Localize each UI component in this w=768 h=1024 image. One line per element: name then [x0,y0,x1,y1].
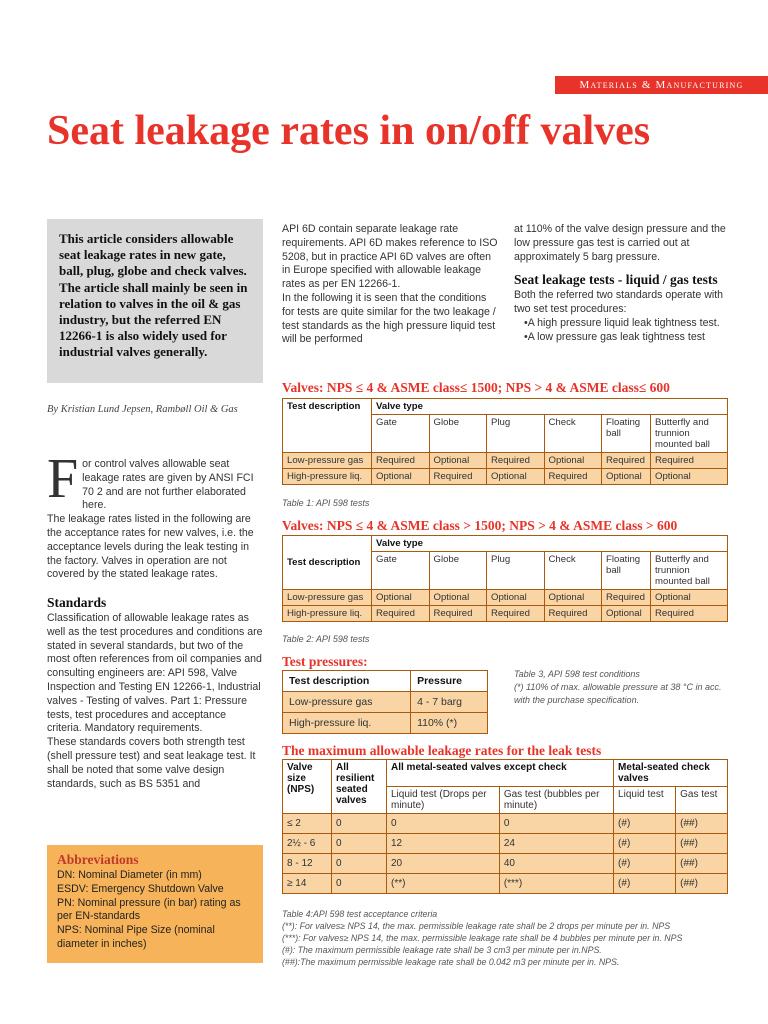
left-column [47,448,263,791]
table-cell: (##) [676,874,728,894]
table-cell: 0 [387,814,500,834]
paragraph: at 110% of the valve design pressure and the low pressure gas test is carried out at approximately 5 barg pressure. [514,223,726,263]
table1 [282,398,728,485]
table-cell: Required [602,590,651,606]
table-cell: Optional [651,590,728,606]
table-col-header: Butterfly and trunnion mounted ball [651,552,728,590]
table-cell: (##) [676,854,728,874]
table3-caption [514,668,734,707]
article-title: Seat leakage rates in on/off valves [47,108,651,154]
table-cell: 24 [499,834,613,854]
table-cell: 2½ - 6 [283,834,332,854]
table-cell: Optional [487,469,545,485]
table-cell: Required [651,453,728,469]
table-col-header: Gas test [676,787,728,814]
intro-text: This article considers allowable seat leakage rates in new gate, ball, plug, globe and check valves. The article shall mainly be seen in relation to valves in the oil & gas industry, but the referred EN 12266-1 is also widely used for industrial valves generally. [59,231,248,360]
table-row [283,469,728,485]
drop-cap: F [47,448,79,510]
table-col-header: Floating ball [602,552,651,590]
table-cell: Optional [372,590,430,606]
abbreviations-title: Abbreviations [57,852,139,867]
table2-caption: Table 2: API 598 tests [282,634,370,644]
table-col-header: Check [544,552,602,590]
bullet-item: • A low pressure gas leak tightness test [524,331,734,345]
table-col-header: Plug [487,415,545,453]
row-label: High-pressure liq. [283,469,372,485]
table-col-header: Floating ball [602,415,651,453]
table-col-header: Gate [372,552,430,590]
table-cell: Optional [544,453,602,469]
caption-line: Table 3, API 598 test conditions [514,669,640,679]
table-row [283,606,728,622]
table-header: Metal-seated check valves [614,760,728,787]
note-line: Table 4:API 598 test acceptance criteria [282,909,438,919]
table-cell: Required [429,606,487,622]
table-cell: Optional [602,606,651,622]
table-col-header: Check [544,415,602,453]
table-row [283,834,728,854]
table4 [282,759,728,894]
table-col-header: Gate [372,415,430,453]
table2 [282,535,728,622]
table-cell: 12 [387,834,500,854]
table-cell: 110% (*) [411,713,488,734]
intro-box [47,219,263,383]
table-cell: Required [372,606,430,622]
table2-heading: Valves: NPS ≤ 4 & ASME class > 1500; NPS > 4 & ASME class > 600 [282,518,678,533]
table-cell: Required [487,606,545,622]
table4-heading: The maximum allowable leakage rates for the leak tests [282,743,602,758]
table-cell: Optional [429,590,487,606]
table-cell: 0 [332,854,387,874]
leak-tests-heading: Seat leakage tests - liquid / gas tests [514,272,718,288]
table-cell: 4 - 7 barg [411,692,488,713]
table-row [283,874,728,894]
table1-heading: Valves: NPS ≤ 4 & ASME class≤ 1500; NPS > 4 & ASME class≤ 600 [282,380,670,395]
paragraph: The leakage rates listed in the following are the acceptance rates for new valves, i.e. the acceptance levels during the leak testing in the factory. Valves in operation are not covered by the stated leakage rates. [47,513,254,581]
row-label: Low-pressure gas [283,453,372,469]
table-col-header: Liquid test (Drops per minute) [387,787,500,814]
bullet-item: • A high pressure liquid leak tightness test. [524,317,734,331]
table-row [283,590,728,606]
table-cell: (#) [614,874,676,894]
abbreviation-item: ESDV: Emergency Shutdown Valve [57,882,224,895]
table-cell: Optional [372,469,430,485]
table-col-header: Globe [429,415,487,453]
table-cell: 40 [499,854,613,874]
table-cell: Required [429,469,487,485]
table3-heading: Test pressures: [282,654,368,669]
table4-notes [282,908,752,968]
table-row [283,713,488,734]
table-cell: 0 [332,814,387,834]
table-header: All metal-seated valves except check [387,760,614,787]
table-cell: Optional [487,590,545,606]
table-row [283,453,728,469]
table-header: Test description [283,671,411,692]
table-cell: (##) [676,814,728,834]
byline: By Kristian Lund Jepsen, Rambøll Oil & Gas [47,404,238,415]
table-col-header: Plug [487,552,545,590]
table1-caption: Table 1: API 598 tests [282,498,370,508]
table-cell: Optional [429,453,487,469]
row-label: Low-pressure gas [283,590,372,606]
middle-column [282,223,498,347]
caption-line: (*) 110% of max. allowable pressure at 38 °C in acc. with the purchase specification. [514,682,722,705]
abbreviation-item: PN: Nominal pressure (in bar) rating as per EN-standards [57,896,241,923]
paragraph: API 6D contain separate leakage rate requirements. API 6D makes reference to ISO 5208, but in practice API 6D valves are often in Europe specified with allowable leakage rates as per EN 12266-1. [282,223,498,291]
table-cell: 8 - 12 [283,854,332,874]
paragraph: Both the referred two standards operate with two set test procedures: [514,289,724,315]
table-cell: ≥ 14 [283,874,332,894]
table-col-header: Globe [429,552,487,590]
table-cell: (***) [499,874,613,894]
note-line: (#): The maximum permissible leakage rate shall be 3 cm3 per minute per in.NPS. [282,945,602,955]
note-line: (##):The maximum permissible leakage rate shall be 0.042 m3 per minute per in. NPS. [282,957,620,967]
table-row [283,692,488,713]
table-header: Test description [283,399,372,453]
table-cell: (#) [614,854,676,874]
table-header: Valve size (NPS) [283,760,332,814]
table-cell: (#) [614,834,676,854]
abbreviations-box [47,845,263,963]
abbreviation-item: DN: Nominal Diameter (in mm) [57,869,202,881]
table-cell: 0 [499,814,613,834]
table-header: Pressure [411,671,488,692]
table-cell: Optional [651,469,728,485]
table-cell: Optional [544,590,602,606]
paragraph: These standards covers both strength test (shell pressure test) and seat leakage test. It shall be noted that some valve design standards, such as BS 5351 and [47,736,256,790]
abbreviation-item: NPS: Nominal Pipe Size (nominal diameter in inches) [57,924,215,950]
table-col-header: Butterfly and trunnion mounted ball [651,415,728,453]
table-cell: (#) [614,814,676,834]
table-header: Valve type [372,536,728,552]
table-cell: 20 [387,854,500,874]
row-label: Low-pressure gas [283,692,411,713]
table-row [283,854,728,874]
table-header: Valve type [372,399,728,415]
row-label: High-pressure liq. [283,606,372,622]
note-line: (**): For valves≥ NPS 14, the max. permissible leakage rate shall be 2 drops per minute per in. NPS [282,921,671,931]
paragraph: In the following it is seen that the conditions for tests are quite similar for the two leakage / test standards as the high pressure liquid test will be performed [282,291,496,346]
table-cell: Required [602,453,651,469]
table-cell: Required [372,453,430,469]
table-cell: 0 [332,874,387,894]
table-col-header: Liquid test [614,787,676,814]
table-cell: (**) [387,874,500,894]
table-cell: 0 [332,834,387,854]
table-header: All resilient seated valves [332,760,387,814]
paragraph: or control valves allowable seat leakage rates are given by ANSI FCI 70 2 and are not further elaborated here. [82,458,254,512]
table-header: Test description [283,536,372,590]
section-label: Materials & Manufacturing [555,76,768,94]
row-label: High-pressure liq. [283,713,411,734]
table-cell: Optional [602,469,651,485]
table-cell: (##) [676,834,728,854]
table-cell: Required [544,606,602,622]
table-row [283,814,728,834]
table-cell: Required [651,606,728,622]
paragraph: Classification of allowable leakage rates as well as the test procedures and conditions are stated in several standards, but two of the most often references from oil companies and consulting engineers are: API 598, Valve Inspection and Testing EN 12266-1, Industrial valves - Testing of valves. Part 1: Pressure tests, test procedures and acceptance criteria. Mandatory requirements. [47,611,263,735]
standards-heading: Standards [47,595,107,611]
table-cell: ≤ 2 [283,814,332,834]
table3 [282,670,488,734]
note-line: (***): For valves≥ NPS 14, the max. permissible leakage rate shall be 4 bubbles per minute per in. NPS [282,933,683,943]
table-cell: Required [487,453,545,469]
table-cell: Required [544,469,602,485]
right-column [514,223,734,344]
table-col-header: Gas test (bubbles per minute) [499,787,613,814]
